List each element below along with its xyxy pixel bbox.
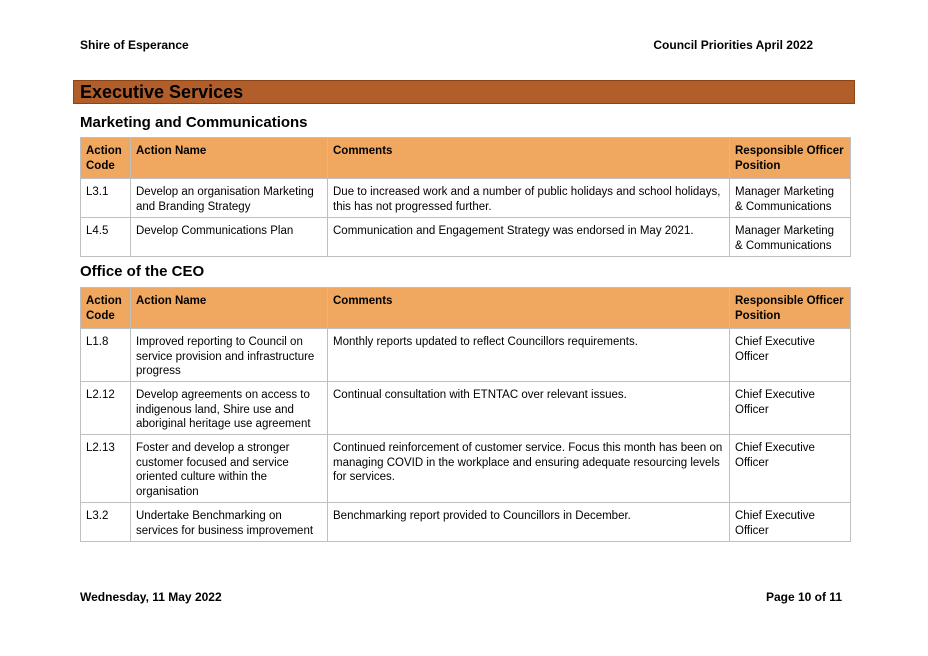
- table-row: [81, 329, 851, 382]
- table-row: [81, 435, 851, 503]
- comments: Monthly reports updated to reflect Councillors requirements.: [328, 329, 730, 382]
- action-code: L4.5: [81, 218, 131, 257]
- table-header-row: [81, 138, 851, 179]
- table-title-ceo: Office of the CEO: [80, 263, 205, 280]
- col-header-action-name: Action Name: [131, 288, 328, 329]
- action-code: L1.8: [81, 329, 131, 382]
- responsible-officer: Chief Executive Officer: [730, 329, 851, 382]
- table-row: [81, 503, 851, 542]
- action-code: L3.2: [81, 503, 131, 542]
- responsible-officer: Chief Executive Officer: [730, 382, 851, 435]
- responsible-officer: Chief Executive Officer: [730, 435, 851, 503]
- action-name: Foster and develop a stronger customer focused and service oriented culture within the organisation: [131, 435, 328, 503]
- action-name: Undertake Benchmarking on services for business improvement: [131, 503, 328, 542]
- header-report-title: Council Priorities April 2022: [653, 38, 813, 52]
- action-code: L2.13: [81, 435, 131, 503]
- marketing-table: [80, 137, 851, 257]
- responsible-officer: Manager Marketing & Communications: [730, 179, 851, 218]
- action-name: Develop agreements on access to indigenous land, Shire use and aboriginal heritage use agreement: [131, 382, 328, 435]
- comments: Communication and Engagement Strategy was endorsed in May 2021.: [328, 218, 730, 257]
- action-code: L2.12: [81, 382, 131, 435]
- section-banner: [73, 80, 855, 104]
- col-header-action-code: Action Code: [81, 138, 131, 179]
- comments: Continual consultation with ETNTAC over relevant issues.: [328, 382, 730, 435]
- action-code: L3.1: [81, 179, 131, 218]
- col-header-comments: Comments: [328, 288, 730, 329]
- table-title-marketing: Marketing and Communications: [80, 114, 308, 131]
- ceo-table: [80, 287, 851, 542]
- footer-page-number: Page 10 of 11: [765, 590, 842, 604]
- col-header-action-name: Action Name: [131, 138, 328, 179]
- header-organisation: Shire of Esperance: [80, 38, 189, 52]
- col-header-officer: Responsible Officer Position: [730, 138, 851, 179]
- table-row: [81, 218, 851, 257]
- col-header-officer: Responsible Officer Position: [730, 288, 851, 329]
- comments: Due to increased work and a number of public holidays and school holidays, this has not progressed further.: [328, 179, 730, 218]
- responsible-officer: Chief Executive Officer: [730, 503, 851, 542]
- responsible-officer: Manager Marketing & Communications: [730, 218, 851, 257]
- comments: Continued reinforcement of customer service. Focus this month has been on managing COVID in the workplace and ensuring adequate resourcing levels for services.: [328, 435, 730, 503]
- table-row: [81, 179, 851, 218]
- action-name: Develop an organisation Marketing and Branding Strategy: [131, 179, 328, 218]
- action-name: Improved reporting to Council on service provision and infrastructure progress: [131, 329, 328, 382]
- footer-date: Wednesday, 11 May 2022: [80, 590, 222, 604]
- table-row: [81, 382, 851, 435]
- section-title: Executive Services: [80, 82, 244, 102]
- col-header-action-code: Action Code: [81, 288, 131, 329]
- action-name: Develop Communications Plan: [131, 218, 328, 257]
- table-header-row: [81, 288, 851, 329]
- col-header-comments: Comments: [328, 138, 730, 179]
- comments: Benchmarking report provided to Councillors in December.: [328, 503, 730, 542]
